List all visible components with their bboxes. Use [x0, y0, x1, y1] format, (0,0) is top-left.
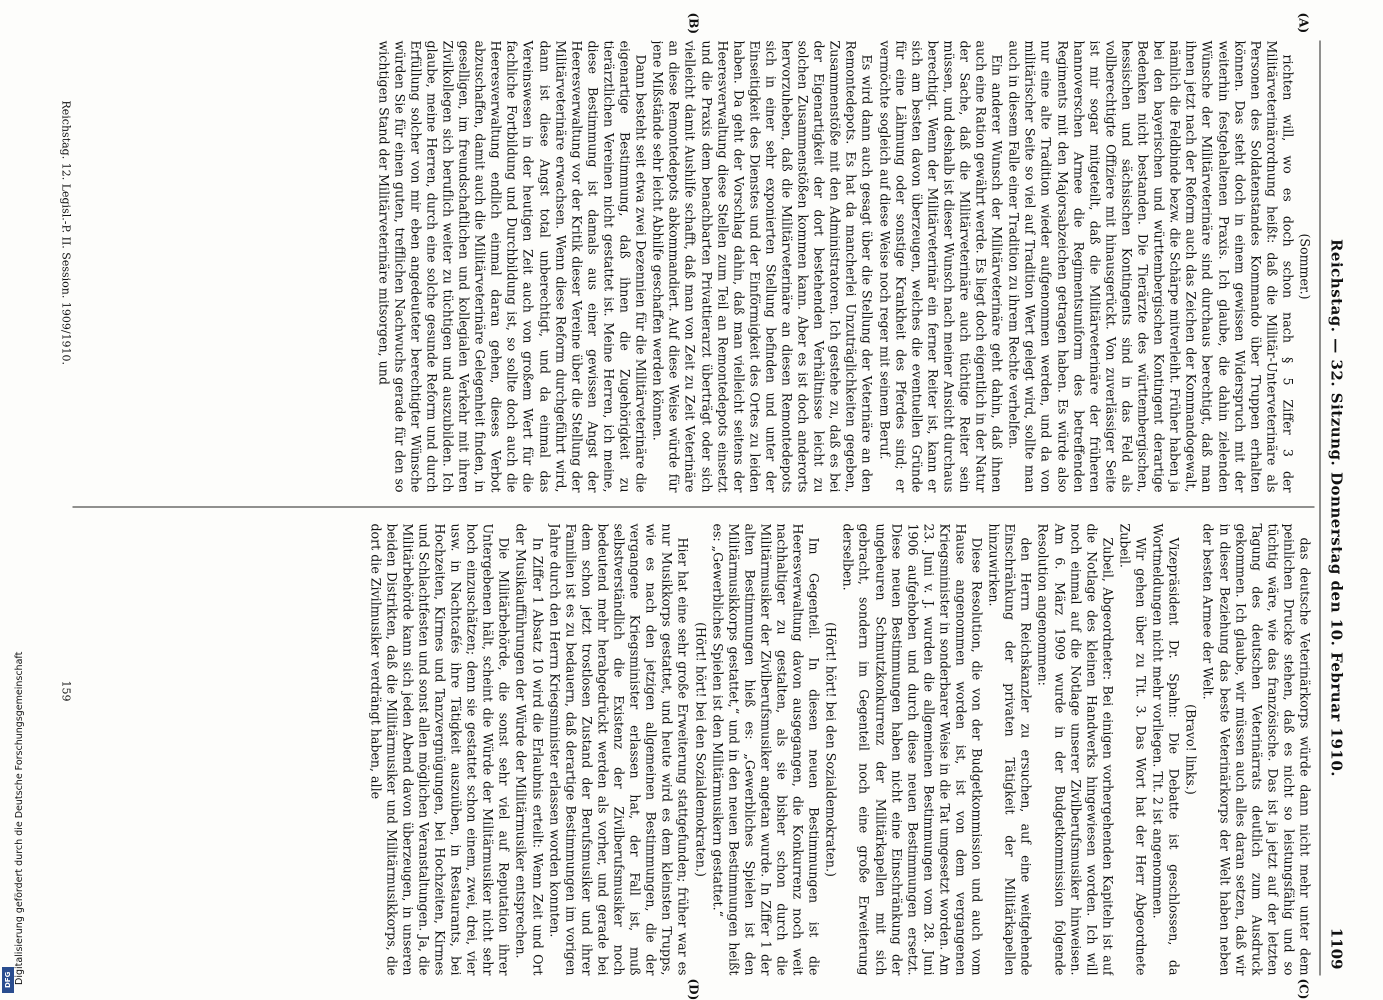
- margin-marker-a: (A): [1296, 12, 1310, 33]
- paragraph: Diese Resolution, die von der Budgetkommission und auch vom Hause angenommen worden ist, ist von dem vergangenen Kriegsminister in sonderbarer Weise in die Tat umgesetzt worden. Am 23. Juni v. J. wurden die allgemeinen Bestimmungen vom 28. Juni 1906 aufgehoben und durch diese neuen Bestimmungen ersetzt. Diese neuen Bestimmungen haben nicht eine Einschränkung der ungeheuren Schmutzkonkurrenz der Militärkapellen mit sich gebracht, sondern im Gegenteil noch eine große Erweiterung derselben.: [840, 523, 985, 975]
- page-number: 1109: [1327, 927, 1345, 969]
- right-column: [70, 523, 1312, 975]
- header-title: Reichstag. — 32. Sitzung. Donnerstag den 10. Februar 1910.: [1327, 238, 1345, 777]
- paragraph: Vizepräsident Dr. Spahn: Die Debatte ist geschlossen, da Wortmeldungen nicht mehr vorliegen. Tit. 2 ist angenommen.: [1150, 523, 1182, 975]
- interjection: (Hört! hört! bei den Sozialdemokraten.): [823, 621, 839, 877]
- margin-marker-d: (D): [686, 978, 700, 1000]
- interjection: (Hört! hört! bei den Sozialdemokraten.): [692, 621, 708, 877]
- rotated-content: [50, 12, 1350, 1000]
- sheet-number: 159: [59, 680, 72, 701]
- paragraph: Hier hat eine sehr große Erweiterung stattgefunden; früher war es nur Musikkorps gestattet, und heute wird es dem kleinsten Trupps, wie es nach den jetzigen allgemeinen Bestimmungen, die der vergangene Kriegsminister erlassen hat, der Fall ist, muß selbstverständlich die Existenz der Zivilberufsmusiker noch bedeutend mehr herabgedrückt werden als vorher, und gerade bei dem schon jetzt trostlosen Zustand der Berufsmusiker und ihrer Familien ist es zu bedauern, daß derartige Bestimmungen im vorigen Jahre durch den Herrn Kriegsminister erlassen worden konnten.: [546, 523, 691, 975]
- credit-text: Digitalisierung gefördert durch die Deutsche Forschungsgemeinschaft: [14, 651, 25, 985]
- page-frame: [50, 12, 1350, 1000]
- interjection: (Bravo! links.): [1183, 703, 1199, 795]
- paragraph: Dann besteht seit etwa zwei Dezennien für die Militärveterinäre die eigenartige Bestimmung, daß ihnen die Zugehörigkeit zu tierärztlichen Vereinen nicht gestattet ist. Meine Herren, ich meine, diese Bestimmung ist damals aus einer gewissen Angst der Heeresverwaltung vor der Kritik dieser Vereine über die Stellung der Militärveterinäre erwachsen. Wenn diese Reform durchgeführt wird, dann ist diese Angst total unberechtigt, und da einmal das Vereinswesen in der heutigen Zeit auch von großem Wert für die fachliche Fortbildung und Durchbildung ist, so sollte doch auch die Heeresverwaltung endlich einmal daran gehen, dieses Verbot abzuschaffen, damit auch die Militärveterinäre Gelegenheit finden, in geselligen, im freundschaftlichen und kollegialen Verkehr mit ihren Zivilkollegen sich beruflich weiter zu tüchtigen und auszubilden. Ich glaube, meine Herren, durch eine solche gesunde Reform und durch Erfüllung solcher von mir eben angedeuteter berechtigter Wünsche würden Sie für einen guten, trefflichen Nachwuchs gerade für den so wichtigen Stand der Militärveterinäre mitsorgen, und: [375, 40, 649, 492]
- paragraph: Im Gegenteil. In diesen neuen Bestimmungen ist die Heeresverwaltung davon ausgegangen, die Konkurrenz noch weit nachhaltiger zu gestalten, als sie bisher schon durch die Militärmusiker der Zivilberufsmusiker angetan wurde. In Ziffer 1 der alten Bestimmungen hieß es: „Gewerbliches Spielen ist den Militärmusikkorps gestattet,“ und in den neuen Bestimmungen heißt es: „Gewerbliches Spielen ist den Militärmusikern gestattet.“: [709, 523, 822, 975]
- left-column: [70, 40, 1312, 492]
- paragraph: richten will, wo es doch schon nach § 5 Ziffer 3 der Militärveterinärordnung heißt: daß die Militär-Unterveterinäre als Personen des Soldatenstandes Kommando über Truppen erhalten können. Das steht doch in einem gewissen Widerspruch mit der weiterhin festgehaltenen Praxis. Ich glaube, die dahin zielenden Wünsche der Militärveterinäre sind durchaus berechtigt, daß man ihnen jetzt nach der Reform auch das Zeichen der Kommandogewalt, nämlich die Feldbinde bezw. die Schärpe mitverleiht. Früher haben ja bei den bayerischen und württembergischen Kontingent derartige Bedenken nicht bestanden. Die Tierärzte des württembergischen, hessischen und sächsischen Kontingents sind in das Feld als vollberechtigte Offiziere mit hinausgerückt. Von zuverlässiger Seite ist mir sogar mitgeteilt, daß die Militärveterinäre der früheren hannoverschen Armee die Regimentsuniform des betreffenden Regiments mit den Majorsabzeichen getragen haben. Es würde also nur eine alte Tradition wieder aufgenommen werden, und da von militärischer Seite so viel auf Tradition Wert gelegt wird, sollte man auch in diesem Falle einer Tradition zu ihrem Rechte verhelfen.: [1006, 40, 1295, 492]
- margin-marker-b: (B): [686, 12, 700, 34]
- dfg-logo-icon: DFG: [2, 967, 14, 993]
- quotation: In Ziffer 1 Absatz 10 wird die Erlaubnis erteilt: Wenn Zeit und Ort der Musikaufführungen der Würde der Militärmusiker entsprechen.: [513, 523, 545, 975]
- paragraph: Wir gehen über zu Tit. 3. Das Wort hat der Herr Abgeordnete Zubeil.: [1116, 523, 1149, 975]
- paragraph: Zubeil, Abgeordneter: Bei einigen vorhergehenden Kapiteln ist auf die Notlage des kleinen Handwerks hingewiesen worden. Ich will noch einmal auf die Notlage unserer Zivilberufsmusiker hinweisen. Am 6. März 1909 wurde in der Budgetkommission folgende Resolution angenommen:: [1035, 523, 1115, 975]
- paragraph: Ein anderer Wunsch der Militärveterinäre geht dahin, daß ihnen auch eine Ration gewährt werde. Es liegt doch eigentlich in der Natur der Sache, daß die Militärveterinäre auch tüchtige Reiter sein müssen, und deshalb ist dieser Wunsch nach meiner Ansicht durchaus berechtigt. Wenn der Militärveterinär ein ferner Reiter ist, kann er sich am besten davon überzeugen, welches die eventuellen Gründe für eine Lähmung oder sonstige Krankheit des Pferdes sind; er vermöchte sogleich auf diese Weise noch reger mit seinem Beruf.: [876, 40, 1005, 492]
- paragraph: Es wird dann auch gesagt über die Stellung der Veterinäre an den Remontedepots. Es hat da mancherlei Unzuträglichkeiten gegeben, Zusammenstöße mit den Administratoren. Ich gestehe zu, daß es bei der Eigenartigkeit der dort bestehenden Verhältnisse leicht zu solchen Zusammenstößen kommen kann. Aber es ist doch anderorts hervorzuheben, daß die Militärveterinäre an diesen Remontedepots sich in einer sehr exponierten Stellung befinden und unter der Einseitigkeit des Dienstes und der Einförmigkeit des Ortes zu leiden haben. Da geht der Vorschlag dahin, daß man vielleicht seitens der Heeresverwaltung diese Stellen zum Teil an Remontedepots einsetzt und die Praxis dem benachbarten Privattierarzt überträgt oder sich vielleicht damit Aushilfe schafft, daß man von Zeit zu Zeit Veterinäre an diese Remontedepots abkommandiert. Auf diese Weise würde für jene Mißstände sehr leicht Abhilfe geschaffen werden können.: [650, 40, 875, 492]
- digitization-credit: [0, 0, 28, 1000]
- speaker-note: (Sommer.): [1297, 232, 1312, 299]
- paragraph: Die Militärbehörde, die sonst sehr viel auf Reputation ihrer Untergebenen hält, scheint die Würde der Militärmusiker nicht sehr hoch einzuschätzen; denn sie gestattet schon einem, zwei, drei, vier usw. in Nachtcafés ihre Tätigkeit auszuüben, in Restaurants, bei Hochzeiten, Kirmes und Tanzvergnügungen, bei Hochzeiten, Kirmes und Schlachtfesten und sonst allen möglichen Veranstaltungen. Ja, die Militärbehörde kann sich jeden Abend davon überzeugen, in unseren beiden Distrikten, daß die Militärmusiker und Militärmusikkorps, die dort die Zivilmusiker verdrängt haben, alle: [367, 523, 512, 975]
- paragraph: das deutsche Veterinärkorps würde dann nicht mehr unter dem peinlichen Drucke stehen, daß es nicht so leistungsfähig und so tüchtig wäre, wie das französische. Das ist ja jetzt auf der letzten Tagung des deutschen Veterinärrats deutlich zum Ausdruck gekommen. Ich glaube, wir müssen auch alles daran setzen, daß wir in dieser Beziehung das beste Veterinärkorps der Welt haben neben der besten Armee der Welt.: [1200, 523, 1312, 975]
- printer-line: Reichstag. 12. Legisl.-P. II. Session. 1909/1910.: [59, 100, 72, 365]
- running-header: [1319, 40, 1350, 975]
- column-divider: [72, 506, 1314, 507]
- quotation: den Herrn Reichskanzler zu ersuchen, auf eine weitgehende Einschränkung der privaten Tätigkeit der Militärkapellen hinzuwirken.: [986, 523, 1034, 975]
- margin-marker-c: (C): [1296, 978, 1310, 999]
